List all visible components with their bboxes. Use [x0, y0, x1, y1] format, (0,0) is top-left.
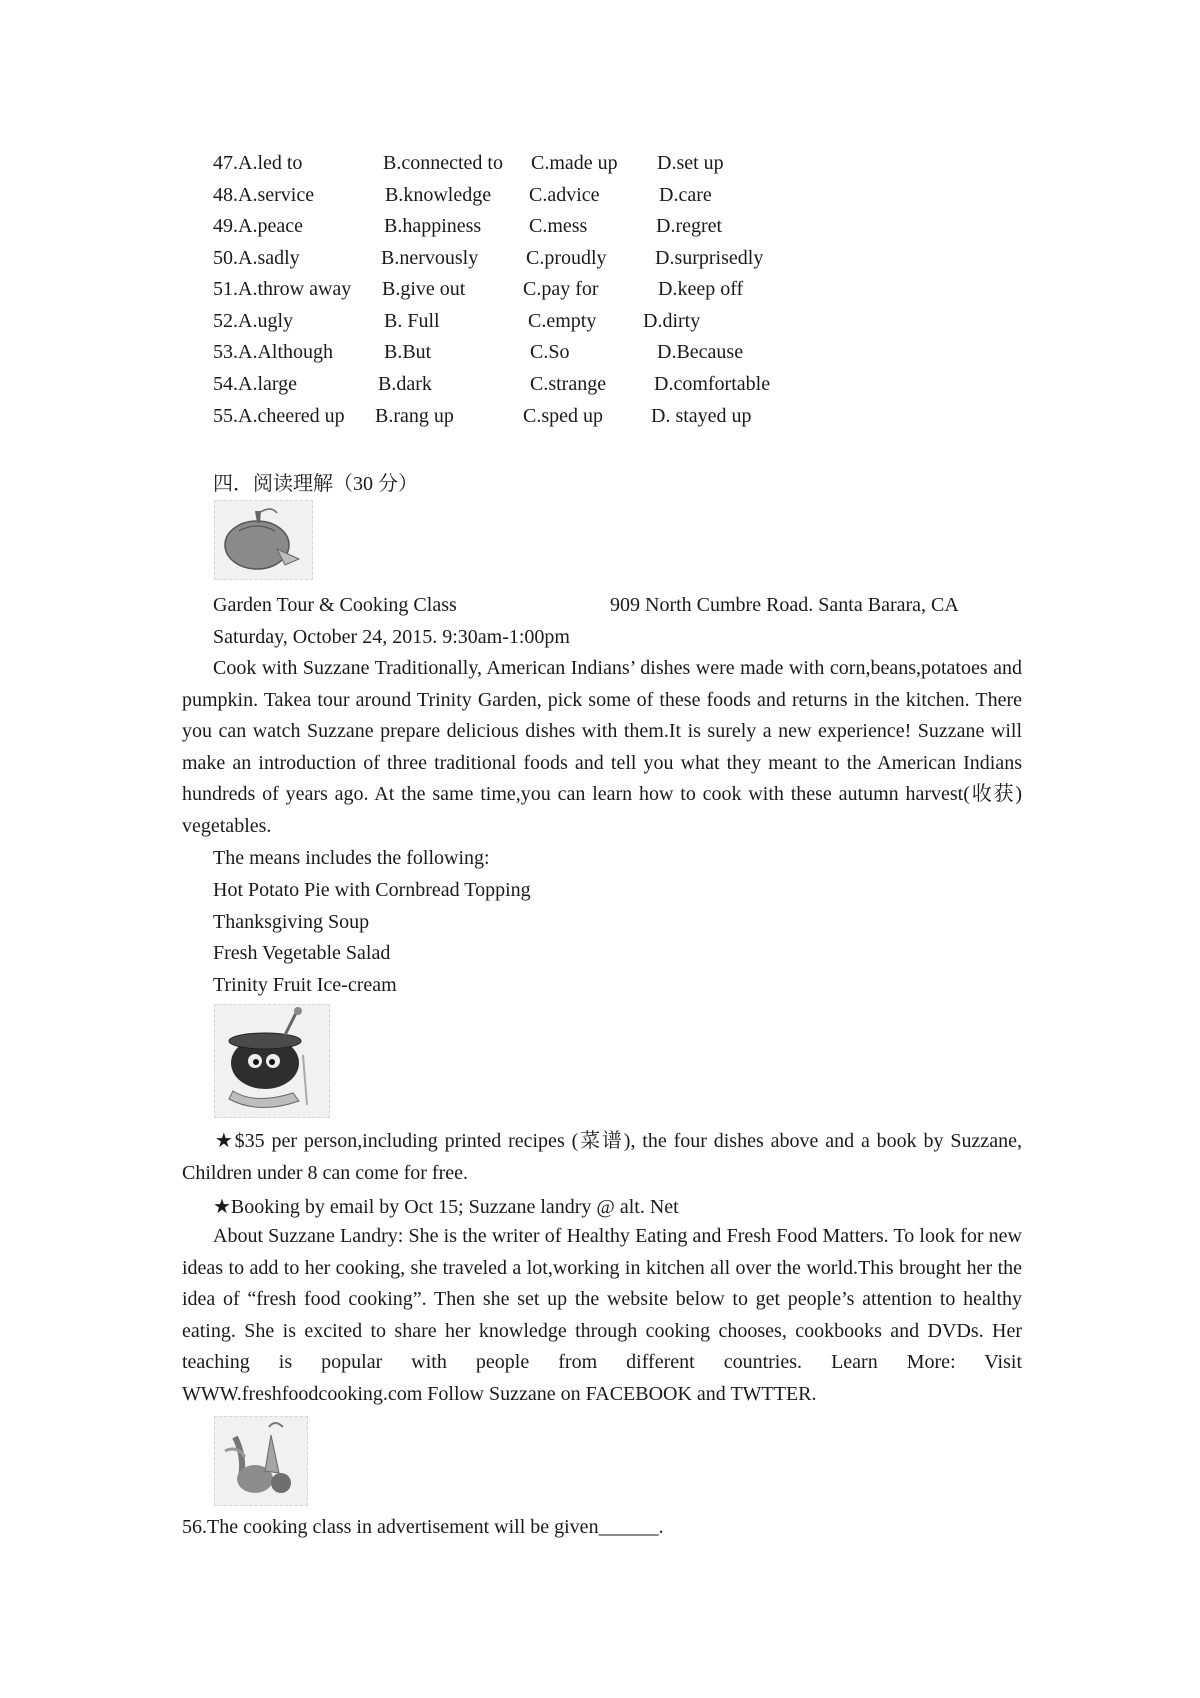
- option-b: B.happiness: [384, 215, 482, 237]
- menu-item: Hot Potato Pie with Cornbread Topping: [213, 879, 531, 901]
- option-c: C.pay for: [523, 278, 599, 300]
- option-row-48: [213, 183, 913, 207]
- price-text: ★$35 per person,including printed recipes (菜谱), the four dishes above and a book by Suzzane, Children under 8 can come for free.: [182, 1130, 1022, 1184]
- event-address: 909 North Cumbre Road. Santa Barara, CA: [610, 594, 959, 616]
- option-row-55: [213, 404, 913, 428]
- option-c: C.strange: [530, 373, 607, 395]
- vegetables-icon: [215, 1417, 307, 1505]
- option-b: B.knowledge: [385, 184, 492, 206]
- menu-item: Thanksgiving Soup: [213, 911, 370, 933]
- option-b: B.give out: [382, 278, 466, 300]
- option-d: D.set up: [657, 152, 724, 174]
- event-title: Garden Tour & Cooking Class: [213, 594, 457, 616]
- option-c: C.advice: [529, 184, 600, 206]
- option-row-54: [213, 372, 913, 396]
- option-c: C.mess: [529, 215, 588, 237]
- menu-intro: The means includes the following:: [213, 847, 490, 869]
- pumpkin-icon: [215, 501, 312, 579]
- option-a: 47.A.led to: [213, 152, 303, 174]
- option-b: B.dark: [378, 373, 432, 395]
- option-c: C.empty: [528, 310, 597, 332]
- intro-paragraph: [182, 653, 1022, 843]
- option-c: C.sped up: [523, 405, 603, 427]
- question-56: 56.The cooking class in advertisement will be given______.: [182, 1516, 664, 1538]
- option-row-53: [213, 340, 913, 364]
- vegetables-image: [214, 1416, 308, 1506]
- cooking-pot-icon: [215, 1005, 329, 1117]
- option-d: D.Because: [657, 341, 744, 363]
- option-d: D.dirty: [643, 310, 701, 332]
- option-a: 50.A.sadly: [213, 247, 300, 269]
- about-text: About Suzzane Landry: She is the writer of Healthy Eating and Fresh Food Matters. To look for new ideas to add to her cooking, she traveled a lot,working in kitchen all over the world.This brought her the idea of “fresh food cooking”. Then she set up the website below to get people’s attention to healthy eating. She is excited to share her knowledge through cooking chooses, cookbooks and DVDs. Her teaching is popular with people from different countries. Learn More: Visit WWW.freshfoodcooking.com Follow Suzzane on FACEBOOK and TWTTER.: [182, 1225, 1022, 1405]
- option-d: D.surprisedly: [655, 247, 764, 269]
- option-d: D.care: [659, 184, 712, 206]
- option-a: 49.A.peace: [213, 215, 303, 237]
- price-paragraph: [182, 1126, 1022, 1189]
- option-c: C.made up: [531, 152, 618, 174]
- booking-line: ★Booking by email by Oct 15; Suzzane landry @ alt. Net: [213, 1196, 679, 1218]
- option-b: B.rang up: [375, 405, 454, 427]
- event-date: Saturday, October 24, 2015. 9:30am-1:00pm: [213, 626, 570, 648]
- option-d: D.comfortable: [654, 373, 771, 395]
- option-a: 52.A.ugly: [213, 310, 293, 332]
- option-d: D. stayed up: [651, 405, 752, 427]
- option-b: B. Full: [384, 310, 440, 332]
- option-a: 51.A.throw away: [213, 278, 352, 300]
- option-a: 48.A.service: [213, 184, 315, 206]
- option-c: C.So: [530, 341, 570, 363]
- option-c: C.proudly: [526, 247, 607, 269]
- menu-item: Fresh Vegetable Salad: [213, 942, 391, 964]
- menu-item: Trinity Fruit Ice-cream: [213, 974, 397, 996]
- option-b: B.connected to: [383, 152, 503, 174]
- option-row-47: [213, 151, 913, 175]
- pot-image: [214, 1004, 330, 1118]
- option-a: 54.A.large: [213, 373, 298, 395]
- option-b: B.But: [384, 341, 432, 363]
- option-row-49: [213, 214, 913, 238]
- option-row-52: [213, 309, 913, 333]
- option-d: D.keep off: [658, 278, 744, 300]
- option-a: 55.A.cheered up: [213, 405, 345, 427]
- section-title: 四．阅读理解（30 分）: [213, 473, 418, 495]
- option-d: D.regret: [656, 215, 723, 237]
- option-b: B.nervously: [381, 247, 479, 269]
- option-row-51: [213, 277, 913, 301]
- option-a: 53.A.Although: [213, 341, 333, 363]
- intro-text: Cook with Suzzane Traditionally, American Indians’ dishes were made with corn,beans,potatoes and pumpkin. Takea tour around Trinity Garden, pick some of these foods and returns in the kitchen. There you can watch Suzzane prepare delicious dishes with them.It is surely a new experience! Suzzane will make an introduction of three traditional foods and tell you what they meant to the American Indians hundreds of years ago. At the same time,you can learn how to cook with these autumn harvest(收获) vegetables.: [182, 657, 1022, 837]
- option-row-50: [213, 246, 913, 270]
- about-paragraph: [182, 1221, 1022, 1411]
- pumpkin-image: [214, 500, 313, 580]
